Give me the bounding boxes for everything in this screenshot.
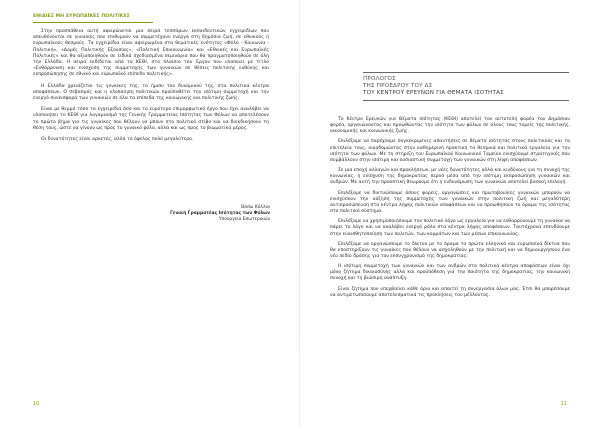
- right-paragraph: Είναι ζήτημα που υπερβαίνει κάθε όριο και απαιτεί τη συνεργασία όλων μας. Έτσι θα μπορέσουμε να αντιμετωπίσουμε αποτελεσματικά τις προκλήσεις του μέλλοντος.: [330, 286, 570, 298]
- left-paragraph: Είναι με θερμό τόσο τα εγχειρίδια όσο και το ευρύτερο επιμορφωτικό έργο που έχει αναλάβει να υλοποιήσει το ΚΕΘΙ για λογαριασμό της Γενικής Γραμματείας Ισότητας των Φύλων να αποτελέσουν το πρώτο βήμα για τις γυναίκες που θέλουν να μπουν στο πολιτικό στίβο και να διεκδικήσουν τη θέση τους, ώστε να γίνουν ως προς το γυναικό φύλο, αλλά και ως προς το βιωματικό μέρος.: [33, 107, 269, 131]
- left-paragraph: Η Ελλάδα χρειάζεται τις γυναίκες της, το ήμισυ του δυναμικού της, στα πολιτικά κέντρα αποφάσεων. Ο σεβασμός και η υλοποίηση πολιτικών προϋποθέτει την ισότιμη συμμετοχή και την ενεργό συνεισφορά των γυναικών σε όλα τα επίπεδα της κοινωνικής και πολιτικής ζωής.: [33, 83, 269, 102]
- left-page-number: 10: [33, 401, 40, 407]
- signature-title: Γενική Γραμματέας Ισότητας των Φύλων: [170, 211, 270, 216]
- right-paragraph: Η ισότιμη συμμετοχή των γυναικών και των ανδρών στα πολιτικά κέντρα αποφάσεων είναι όχι μόνο ζήτημα δικαιοσύνης αλλά και προϋπόθεση για την ποιότητα της δημοκρατίας, την κοινωνική συνοχή και τη βιώσιμη ανάπτυξη.: [330, 264, 570, 282]
- right-paragraph: Σε μια εποχή αλλαγών και προκλήσεων, με νέες δυνατότητες αλλά και κινδύνους για τη συνοχή της κοινωνίας, η ενίσχυση της δημοκρατίας περνά μέσα από την ισότιμη εκπροσώπηση γυναικών και ανδρών. Με αυτή την προοπτική θεωρούμε ότι η ενδυνάμωση των γυναικών αποτελεί βασική επιλογή.: [330, 168, 570, 186]
- signature-block: [140, 205, 270, 223]
- running-head-rule: [33, 22, 153, 23]
- left-paragraph: Οι δυνατότητες είναι αρκετές, αλλά το όφελος πολύ μεγαλύτερο.: [41, 137, 194, 143]
- left-body-text: [33, 29, 269, 148]
- header-top-rule: [363, 72, 569, 73]
- right-paragraph: Επιλέξαμε να οργανώσουμε το δίκτυο με το όραμα τα πρώτα ελληνικά και ευρωπαϊκά δίκτυα που θα υποστηρίξουν τις γυναίκες που θέλουν να ασχοληθούν με την πολιτική και να δημιουργήσουν ένα νέο πεδίο δράσης για τον εκσυγχρονισμό της δημοκρατίας.: [330, 241, 570, 259]
- foreword-header: [363, 76, 569, 97]
- right-paragraph: Επιλέξαμε να παρέχουμε συγκεκριμένες απαντήσεις σε θέματα ισότητας στους πολιτικούς και τα επιτελεία τους, οικοδομώντας στην καθημερινή πρακτική τα θεσμικά και πολιτικά εργαλεία για την ισότητα των φύλων. Με τη στήριξη του Ευρωπαϊκού Κοινωνικού Ταμείου ενισχύουμε στρατηγικές που συμβάλλουν στην ισότιμη και ουσιαστική συμμετοχή των γυναικών στη λήψη αποφάσεων.: [330, 139, 570, 163]
- right-paragraph: Επιλέξαμε να χρησιμοποιήσουμε τον πολιτικό λόγο ως εργαλείο για να ενθαρρύνουμε τη γυναίκα να πάρει το λόγο και να αναλάβει ενεργό ρόλο στα κέντρα λήψης αποφάσεων. Ταυτόχρονα επενδύουμε στην ευαισθητοποίηση των πολιτών, των κομμάτων και των μέσων επικοινωνίας.: [330, 219, 570, 237]
- right-page-number: 11: [560, 401, 567, 407]
- right-page: [300, 0, 600, 428]
- left-paragraph: Στην προσπάθεια αυτή αφιερώνεται μια σειρά τεσσάρων εκπαιδευτικών εγχειριδίων που απευθύνονται σε γυναίκες που επιθυμούν να συμμετέχουν ενεργά στη δημόσια ζωή, σε εθνικούς ή ευρωπαϊκούς θεσμούς. Τα εγχειρίδια είναι αφιερωμένα στα θεματικές ενότητες «Φύλο - Κοινωνία - Πολιτική», «Δομές Πολιτικής Εξουσίας», «Πολιτική Επικοινωνία» και «Εθνικές και Ευρωπαϊκές Πολιτικές» και θα αξιοποιηθούν σε ειδικά σχεδιασμένα σεμινάρια που θα πραγματοποιηθούν σε όλη την Ελλάδα. Η σειρά εκδίδεται από το ΚΕΘΙ, στο πλαίσιο του Έργου που υλοποιεί με τίτλο «Ενθάρρυνση και ενίσχυση της συμμετοχής των γυναικών σε θέσεις πολιτικής ευθύνης και εκπροσώπησης σε εθνικό και ευρωπαϊκό επίπεδο πολιτικής».: [33, 29, 269, 78]
- running-head: ΕΝΙΑΙΕΣ ΜΗ ΕΥΡΩΠΑΪΚΕΣ ΠΟΛΙΤΙΚΕΣ: [33, 14, 130, 19]
- right-paragraph: Το Κέντρο Ερευνών για Θέματα Ισότητας (ΚΕΘΙ) αποτελεί τον αυτοτελή φορέα του Δημόσιου φορέα, οργανώνοντας και προωθώντας την ισότητα των φύλων σε όλους τους τομείς της πολιτικής, οικονομικής και κοινωνικής ζωής.: [330, 117, 570, 135]
- right-body-text: [330, 117, 570, 303]
- header-bottom-rule: [363, 100, 569, 101]
- header-line-3: ΤΟΥ ΚΕΝΤΡΟΥ ΕΡΕΥΝΩΝ ΓΙΑ ΘΕΜΑΤΑ ΙΣΟΤΗΤΑΣ: [363, 90, 504, 96]
- right-paragraph: Επιλέξαμε να δικτυώσουμε όσους φορείς, οργανώσεις και πρωτοβουλίες γυναικών μπορούν να ενισχύσουν την αύξηση της συμμετοχής των γυναικών στην πολιτική ζωή και μεγαλύτερη αντιπροσώπευση στα κέντρα λήψης πολιτικών αποφάσεων και να προωθήσουν το όραμα της ισότητας στο πολιτικό σύστημα.: [330, 190, 570, 215]
- header-line-1: ΠΡΟΛΟΓΟΣ: [363, 76, 396, 82]
- signature-organization: Υπουργείο Εσωτερικών: [218, 217, 270, 222]
- header-line-2: ΤΗΣ ΠΡΟΕΔΡΟΥ ΤΟΥ ΔΣ: [363, 83, 433, 89]
- signature-name: Βάσω Κόλλια: [241, 205, 270, 210]
